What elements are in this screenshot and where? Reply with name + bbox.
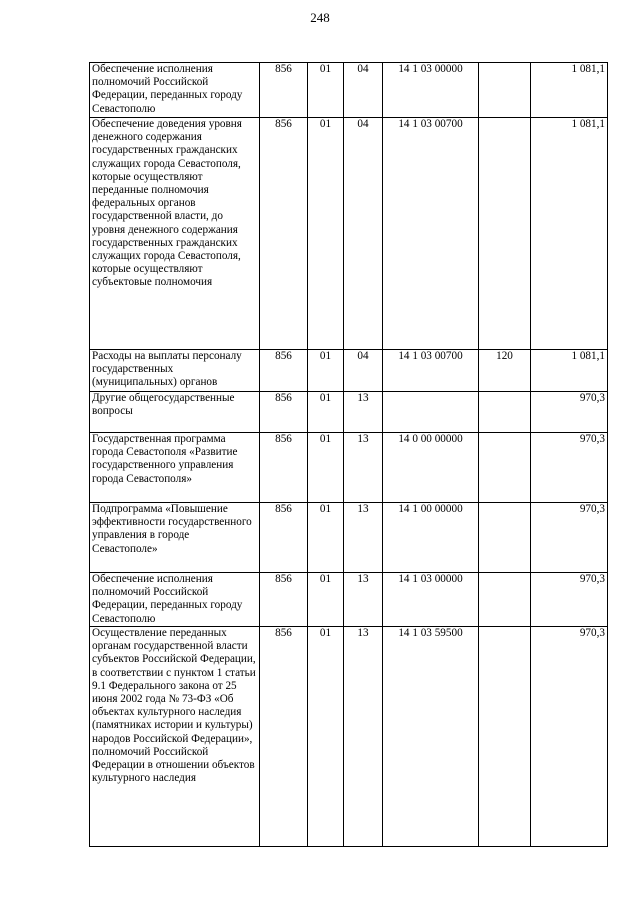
expense-type-cell [479, 573, 531, 627]
ved-code-cell: 856 [260, 63, 308, 118]
ved-code-cell: 856 [260, 627, 308, 847]
table-row [90, 392, 608, 433]
table-row [90, 503, 608, 573]
target-article-cell: 14 0 00 00000 [383, 433, 479, 503]
section-code-cell: 01 [308, 392, 344, 433]
target-article-cell: 14 1 03 00700 [383, 118, 479, 350]
section-code-cell: 01 [308, 118, 344, 350]
ved-code-cell: 856 [260, 573, 308, 627]
subsection-code-cell: 13 [344, 573, 383, 627]
item-name-cell: Обеспечение доведения уровня денежного содержания государственных гражданских служащих города Севастополя, которые осуществляют переданные полномочия федеральных органов государственной власти, до уровня денежного содержания государственных гражданских служащих города Севастополя, которые осуществляют субъектовые полномочия [90, 118, 260, 350]
section-code-cell: 01 [308, 503, 344, 573]
ved-code-cell: 856 [260, 350, 308, 392]
amount-cell: 1 081,1 [531, 118, 608, 350]
item-name-cell: Осуществление переданных органам государственной власти субъектов Российской Федерации, в соответствии с пунктом 1 статьи 9.1 Федерального закона от 25 июня 2002 года № 73-ФЗ «Об объектах культурного наследия (памятниках истории и культуры) народов Российской Федерации», полномочий Российской Федерации в отношении объектов культурного наследия [90, 627, 260, 847]
item-name-cell: Обеспечение исполнения полномочий Российской Федерации, переданных городу Севастополю [90, 63, 260, 118]
subsection-code-cell: 04 [344, 118, 383, 350]
page-number: 248 [310, 10, 330, 25]
section-code-cell: 01 [308, 63, 344, 118]
amount-cell: 1 081,1 [531, 350, 608, 392]
expense-type-cell [479, 63, 531, 118]
amount-cell: 970,3 [531, 503, 608, 573]
subsection-code-cell: 04 [344, 350, 383, 392]
expense-type-cell: 120 [479, 350, 531, 392]
target-article-cell: 14 1 00 00000 [383, 503, 479, 573]
table-row [90, 627, 608, 847]
ved-code-cell: 856 [260, 503, 308, 573]
item-name-cell: Обеспечение исполнения полномочий Российской Федерации, переданных городу Севастополю [90, 573, 260, 627]
expense-type-cell [479, 118, 531, 350]
subsection-code-cell: 04 [344, 63, 383, 118]
target-article-cell: 14 1 03 00700 [383, 350, 479, 392]
section-code-cell: 01 [308, 627, 344, 847]
ved-code-cell: 856 [260, 392, 308, 433]
table-row [90, 350, 608, 392]
subsection-code-cell: 13 [344, 627, 383, 847]
amount-cell: 970,3 [531, 392, 608, 433]
item-name-cell: Расходы на выплаты персоналу государственных (муниципальных) органов [90, 350, 260, 392]
ved-code-cell: 856 [260, 433, 308, 503]
section-code-cell: 01 [308, 350, 344, 392]
target-article-cell: 14 1 03 00000 [383, 63, 479, 118]
amount-cell: 970,3 [531, 573, 608, 627]
target-article-cell: 14 1 03 00000 [383, 573, 479, 627]
subsection-code-cell: 13 [344, 433, 383, 503]
table-row [90, 573, 608, 627]
amount-cell: 970,3 [531, 433, 608, 503]
amount-cell: 1 081,1 [531, 63, 608, 118]
section-code-cell: 01 [308, 433, 344, 503]
ved-code-cell: 856 [260, 118, 308, 350]
subsection-code-cell: 13 [344, 392, 383, 433]
table-row [90, 433, 608, 503]
item-name-cell: Подпрограмма «Повышение эффективности государственного управления в городе Севастополе» [90, 503, 260, 573]
budget-table [89, 62, 608, 847]
expense-type-cell [479, 433, 531, 503]
item-name-cell: Государственная программа города Севастополя «Развитие государственного управления города Севастополя» [90, 433, 260, 503]
expense-type-cell [479, 627, 531, 847]
expense-type-cell [479, 392, 531, 433]
subsection-code-cell: 13 [344, 503, 383, 573]
amount-cell: 970,3 [531, 627, 608, 847]
expense-type-cell [479, 503, 531, 573]
item-name-cell: Другие общегосударственные вопросы [90, 392, 260, 433]
target-article-cell: 14 1 03 59500 [383, 627, 479, 847]
target-article-cell [383, 392, 479, 433]
section-code-cell: 01 [308, 573, 344, 627]
table-row [90, 63, 608, 118]
table-row [90, 118, 608, 350]
